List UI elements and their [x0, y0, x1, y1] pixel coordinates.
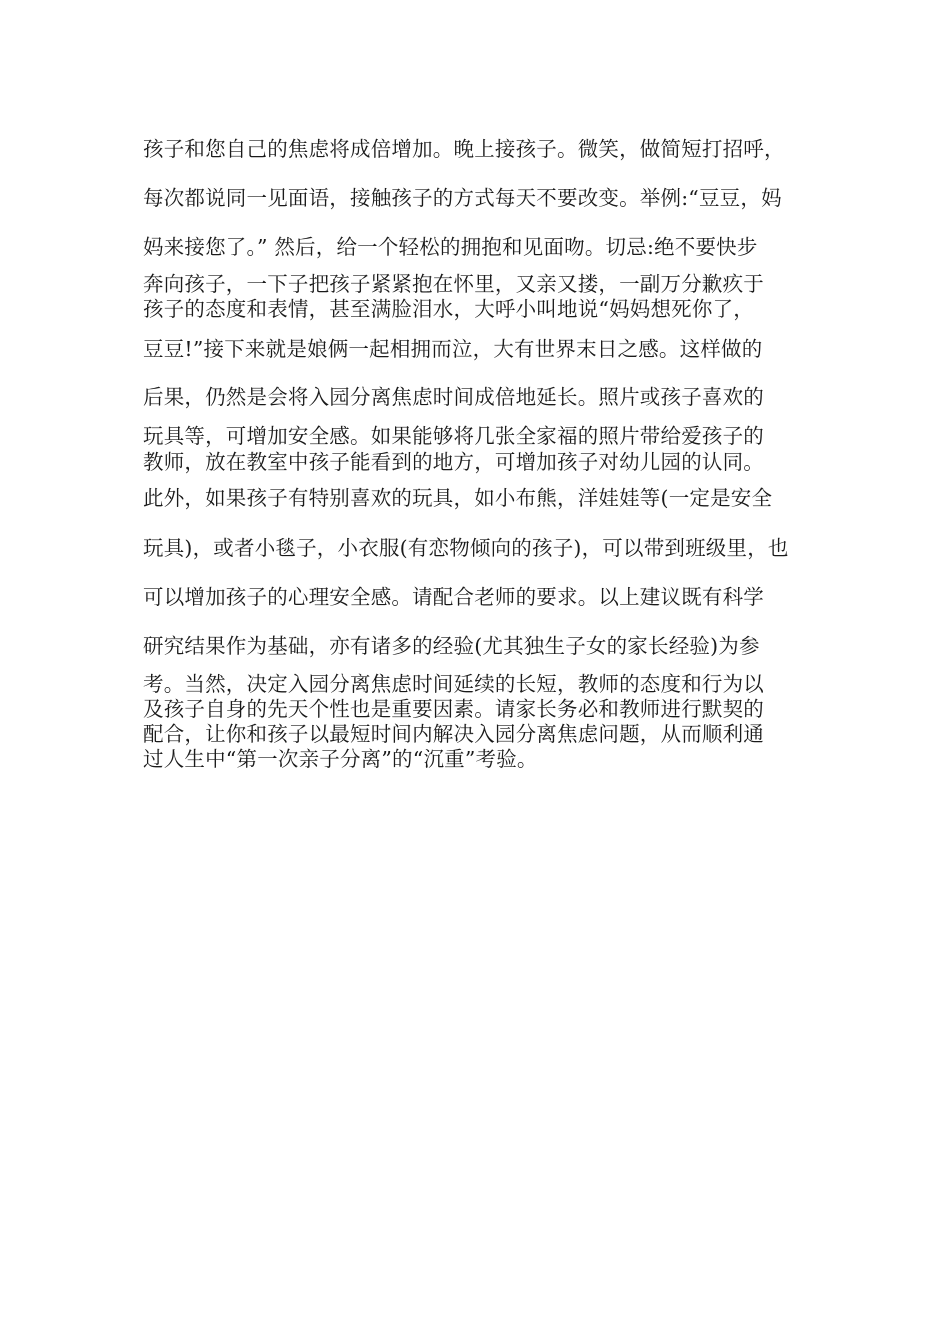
- text-line-7: 后果，仍然是会将入园分离焦虑时间成倍地延长。照片或孩子喜欢的: [143, 385, 764, 409]
- text-line-12: 可以增加孩子的心理安全感。请配合老师的要求。以上建议既有科学: [143, 585, 764, 609]
- text-line-3: 妈来接您了。” 然后，给一个轻松的拥抱和见面吻。切忌:绝不要快步: [143, 235, 758, 259]
- text-line-4: 奔向孩子，一下子把孩子紧紧抱在怀里，又亲又搂，一副万分歉疚于: [143, 272, 764, 296]
- text-line-13: 研究结果作为基础，亦有诸多的经验(尤其独生子女的家长经验)为参: [143, 634, 760, 658]
- text-line-16: 配合，让你和孩子以最短时间内解决入园分离焦虑问题，从而顺利通: [143, 722, 764, 746]
- text-line-15: 及孩子自身的先天个性也是重要因素。请家长务必和教师进行默契的: [143, 697, 764, 721]
- text-line-14: 考。当然，决定入园分离焦虑时间延续的长短，教师的态度和行为以: [143, 672, 764, 696]
- text-line-6: 豆豆!”接下来就是娘俩一起相拥而泣，大有世界末日之感。这样做的: [143, 337, 763, 361]
- text-line-8: 玩具等，可增加安全感。如果能够将几张全家福的照片带给爱孩子的: [143, 424, 764, 448]
- text-line-1: 孩子和您自己的焦虑将成倍增加。晚上接孩子。微笑，做简短打招呼，: [143, 137, 785, 161]
- text-line-2: 每次都说同一见面语，接触孩子的方式每天不要改变。举例:“豆豆，妈: [143, 186, 782, 210]
- text-line-5: 孩子的态度和表情，甚至满脸泪水，大呼小叫地说“妈妈想死你了，: [143, 297, 754, 321]
- text-line-11: 玩具)，或者小毯子，小衣服(有恋物倾向的孩子)，可以带到班级里，也: [143, 536, 789, 560]
- text-line-17: 过人生中“第一次亲子分离”的“沉重”考验。: [143, 747, 538, 771]
- text-line-10: 此外，如果孩子有特别喜欢的玩具，如小布熊，洋娃娃等(一定是安全: [143, 486, 773, 510]
- text-line-9: 教师，放在教室中孩子能看到的地方，可增加孩子对幼儿园的认同。: [143, 450, 764, 474]
